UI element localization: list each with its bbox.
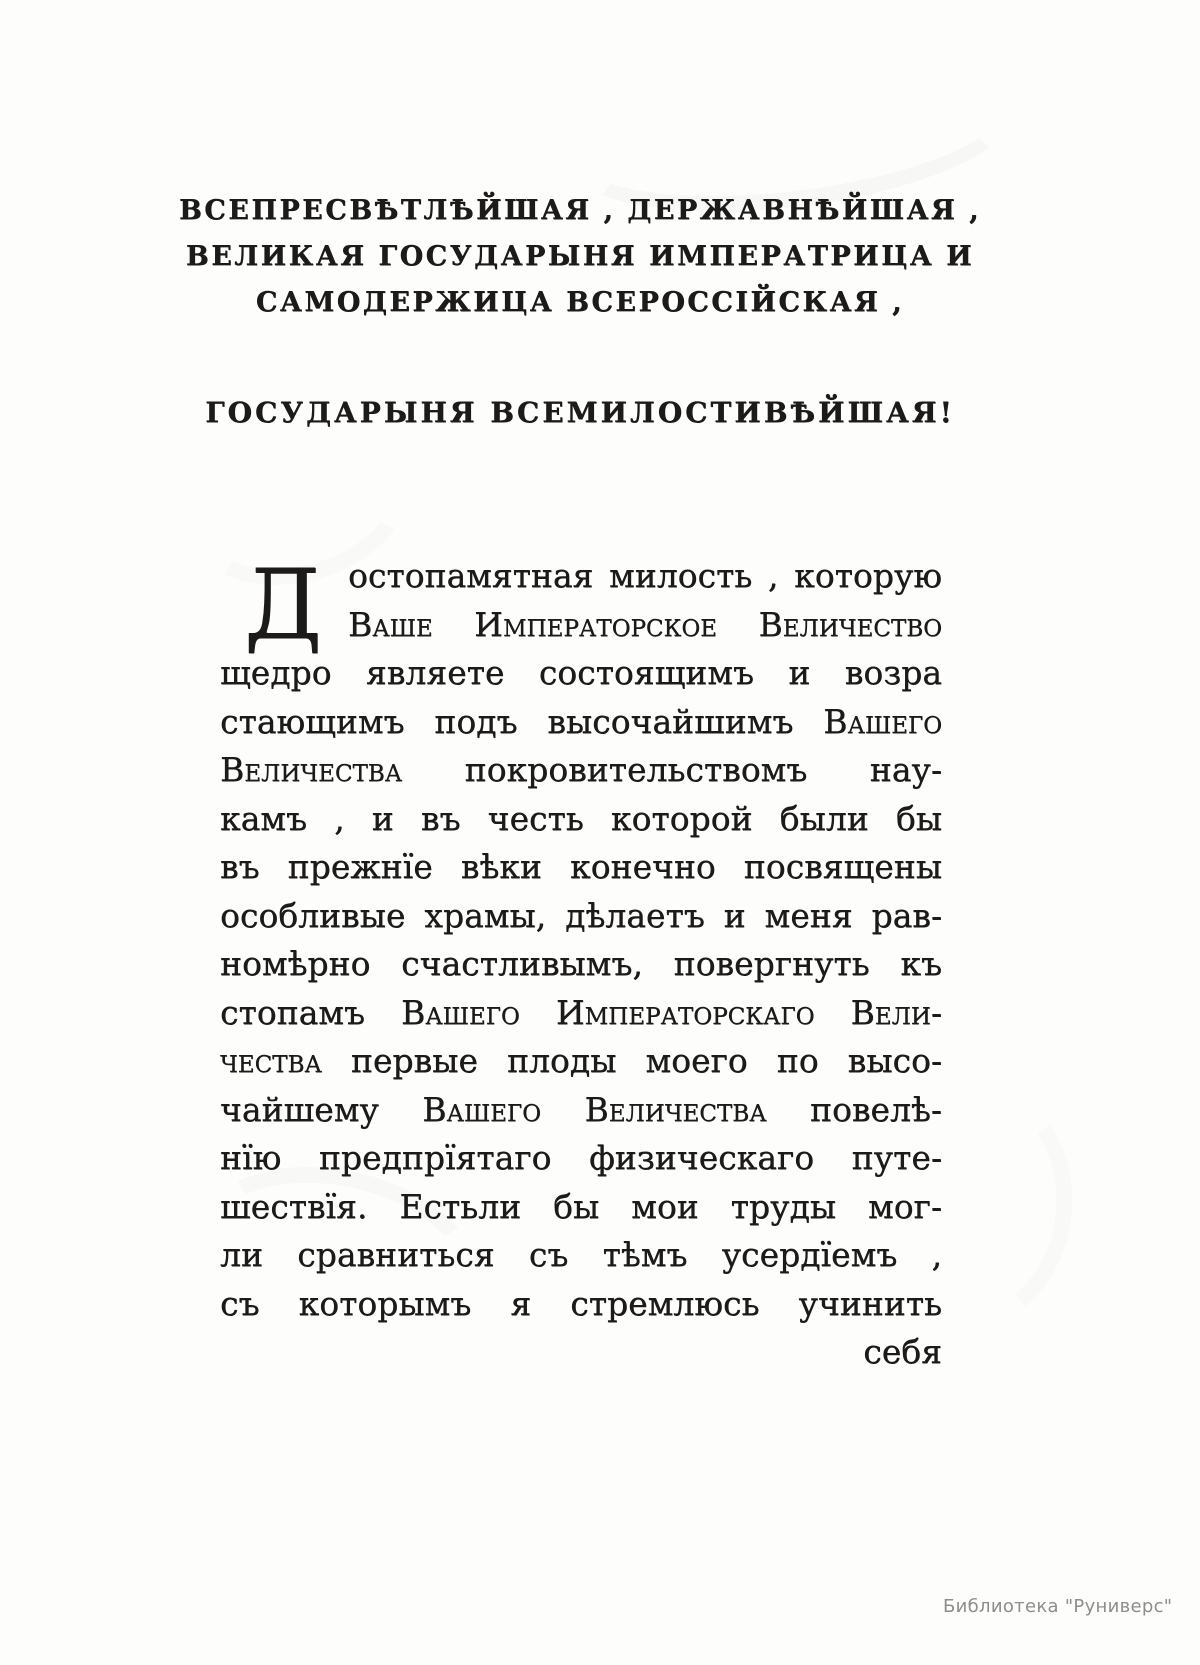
body-text: съ которымъ я стремлюсь учинить [220,1283,942,1323]
catchword: себя [863,1332,942,1371]
body-text: особливые храмы, дѣлаетъ и меня рав- [220,895,942,935]
body-line [220,1037,942,1086]
body-text: въ прежнїе вѣки конечно посвящены [220,847,942,886]
body-line [220,1134,942,1183]
heading-line: ВСЕПРЕСВѢТЛѢЙШАЯ , ДЕРЖАВНѢЙШАЯ , [178,195,982,226]
body-text: шествїя. Естьли бы мои труды мог- [220,1186,942,1226]
body-line [220,698,942,747]
body-line [220,843,942,892]
body-text: ли сравниться съ тѣмъ усердїемъ , [220,1235,942,1274]
body-text: стопамъ [220,992,401,1032]
opening-row [220,549,942,661]
body-lines [220,649,942,1328]
royal-title-text: Ваше Императорское Величество [348,604,942,644]
body-line [220,746,942,795]
dedication-heading [140,188,1020,326]
body-line [220,1280,942,1329]
body-line [220,1183,942,1232]
royal-title-text: Вашего Величества [422,1089,767,1129]
body-text: стающимъ подъ высочайшимъ [220,701,824,741]
body-line [348,601,942,650]
body-line [348,552,942,601]
body-line [220,1231,942,1280]
library-watermark-credit: Библиотека "Руниверс" [943,1596,1173,1617]
salutation-line: ГОСУДАРЫНЯ ВСЕМИЛОСТИВѢЙШАЯ! [205,396,955,429]
body-text: чайшему [220,1089,423,1129]
body-line [220,940,942,989]
body-text: повелѣ- [766,1089,942,1129]
body-line [220,1086,942,1135]
body-text: нїю предпрїятаго физическаго путе- [220,1138,942,1177]
body-text: покровительствомъ нау- [402,750,942,789]
heading-line: САМОДЕРЖИЦА ВСЕРОССІЙСКАЯ , [255,287,905,318]
royal-title-text: Величества [220,750,403,789]
body-text: остопамятная милость , которую [348,556,942,595]
body-text: первые плоды моего по высо- [321,1041,942,1080]
body-text: номѣрно счастливымъ, повергнуть къ [220,944,942,983]
royal-title-text: чества [220,1041,322,1080]
body-line [220,892,942,941]
heading-line: ВЕЛИКАЯ ГОСУДАРЫНЯ ИМПЕРАТРИЦА И [185,241,975,272]
opening-lines [348,552,942,649]
body-line [220,989,942,1038]
body-line [220,649,942,698]
catchword-row [220,1328,942,1377]
drop-cap-letter: Д [244,549,323,661]
body-text: камъ , и въ честь которой были бы [220,798,942,838]
dedication-text [220,549,942,1377]
royal-title-text: Вашего [823,701,942,741]
body-line [220,795,942,844]
royal-title-text: Вашего Императорскаго Вели- [401,992,942,1032]
body-text: щедро являете состоящимъ и возра [220,653,942,692]
